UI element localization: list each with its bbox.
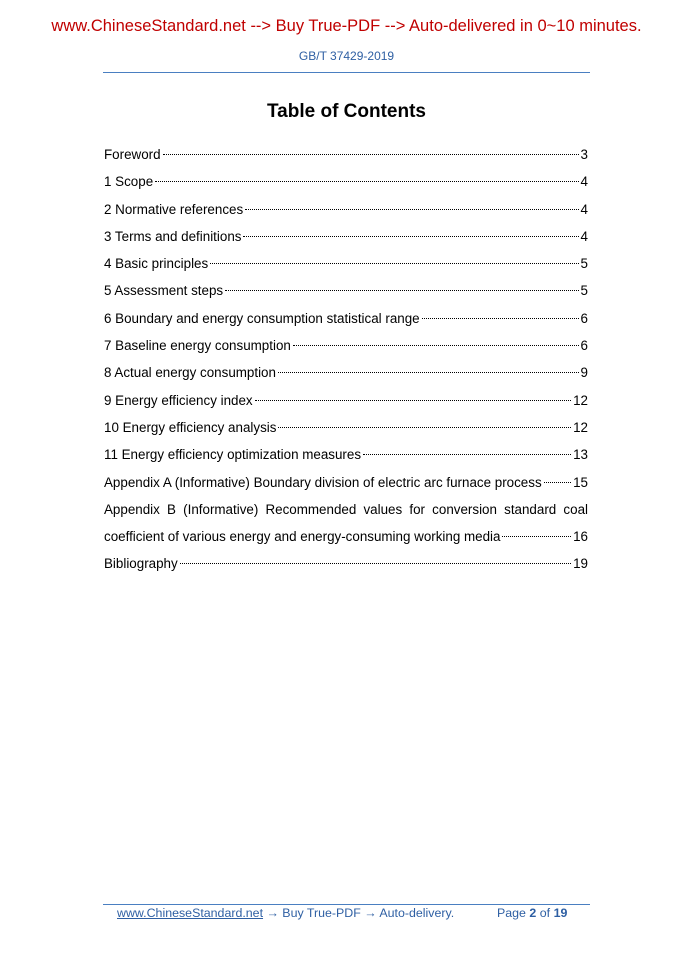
dot-leader	[255, 400, 571, 401]
toc-entry-label: 4 Basic principles	[104, 256, 209, 272]
toc-entry-label: 3 Terms and definitions	[104, 228, 242, 244]
toc-entry-actual-energy-consumption[interactable]	[104, 363, 588, 390]
toc-entry-boundary-statistical-range[interactable]	[104, 309, 588, 336]
page-title: Table of Contents	[266, 101, 427, 122]
toc-entry-label: 1 Scope	[104, 174, 154, 190]
toc-entry-assessment-steps[interactable]	[104, 281, 588, 308]
dot-leader	[180, 563, 571, 564]
toc-entry-label: Foreword	[104, 147, 161, 162]
toc-entry-baseline-energy-consumption[interactable]	[104, 336, 588, 363]
toc-entry-label: 7 Baseline energy consumption	[104, 338, 291, 354]
toc-entry-page: 16	[573, 529, 588, 545]
toc-entry-basic-principles[interactable]	[104, 254, 588, 281]
toc-entry-optimization-measures[interactable]	[104, 445, 588, 472]
toc-entry-label: 10 Energy efficiency analysis	[104, 419, 277, 435]
dot-leader	[363, 454, 571, 455]
dot-leader	[293, 345, 579, 346]
toc-entry-label: 2 Normative references	[104, 201, 244, 217]
promo-banner[interactable]: www.ChineseStandard.net --> Buy True-PDF --> Auto-delivered in 0~10 minutes.	[51, 17, 642, 35]
toc-entry-page: 3	[580, 147, 588, 162]
page-word: Page	[497, 906, 526, 920]
page-current: 2	[529, 906, 537, 920]
toc-entry-page: 5	[580, 283, 588, 299]
page-total: 19	[553, 906, 568, 920]
toc-entry-label: 8 Actual energy consumption	[104, 365, 276, 381]
toc-entry-page: 13	[573, 447, 588, 463]
dot-leader	[155, 181, 578, 182]
toc-entry-page: 5	[580, 256, 588, 272]
dot-leader	[278, 427, 571, 428]
dot-leader	[163, 154, 579, 155]
toc-entry-page: 4	[580, 174, 588, 190]
toc-entry-terms-and-definitions[interactable]	[104, 227, 588, 254]
toc-entry-label: 6 Boundary and energy consumption statistical range	[104, 310, 420, 326]
toc-entry-page: 6	[580, 338, 588, 354]
toc-entry-page: 12	[573, 392, 588, 408]
toc-entry-page: 15	[573, 474, 588, 490]
toc-entry-label: 9 Energy efficiency index	[104, 392, 253, 408]
toc-entry-label: 11 Energy efficiency optimization measures	[104, 447, 362, 463]
dot-leader	[225, 290, 578, 291]
toc-entry-label: Appendix A (Informative) Boundary division of electric arc furnace process	[104, 474, 542, 490]
dot-leader	[502, 536, 571, 537]
toc-entry-page: 19	[573, 556, 588, 572]
page-of: of	[539, 906, 551, 920]
toc-entry-appendix-b-line2[interactable]	[104, 527, 588, 554]
footer-link[interactable]: www.ChineseStandard.net	[117, 906, 264, 920]
toc-entry-scope[interactable]	[104, 172, 588, 199]
toc-entry-label: coefficient of various energy and energy-consuming working media	[104, 529, 501, 545]
toc-entry-appendix-b-line1[interactable]	[104, 500, 588, 527]
table-of-contents	[104, 145, 588, 582]
toc-entry-page: 4	[580, 228, 588, 244]
footer-promo-text: → Buy True-PDF → Auto-delivery.	[263, 906, 455, 920]
dot-leader	[243, 236, 578, 237]
toc-entry-bibliography[interactable]	[104, 554, 588, 581]
toc-entry-normative-references[interactable]	[104, 200, 588, 227]
dot-leader	[422, 318, 579, 319]
dot-leader	[278, 372, 579, 373]
toc-entry-page: 6	[580, 310, 588, 326]
footer-promo	[117, 906, 454, 920]
dot-leader	[544, 482, 571, 483]
toc-entry-label: 5 Assessment steps	[104, 283, 224, 299]
toc-entry-energy-efficiency-index[interactable]	[104, 391, 588, 418]
toc-entry-appendix-a[interactable]	[104, 473, 588, 500]
toc-entry-page: 9	[580, 365, 588, 381]
toc-entry-label: Appendix B (Informative) Recommended values for conversion standard coal	[104, 501, 588, 517]
toc-entry-page: 4	[580, 201, 588, 217]
toc-entry-label: Bibliography	[104, 556, 178, 572]
toc-entry-energy-efficiency-analysis[interactable]	[104, 418, 588, 445]
header-divider	[103, 72, 590, 73]
dot-leader	[245, 209, 578, 210]
page-number	[497, 906, 567, 920]
toc-entry-page: 12	[573, 419, 588, 435]
dot-leader	[210, 263, 578, 264]
footer-divider	[103, 904, 590, 905]
standard-code: GB/T 37429-2019	[298, 49, 395, 63]
toc-entry-foreword[interactable]	[104, 145, 588, 172]
